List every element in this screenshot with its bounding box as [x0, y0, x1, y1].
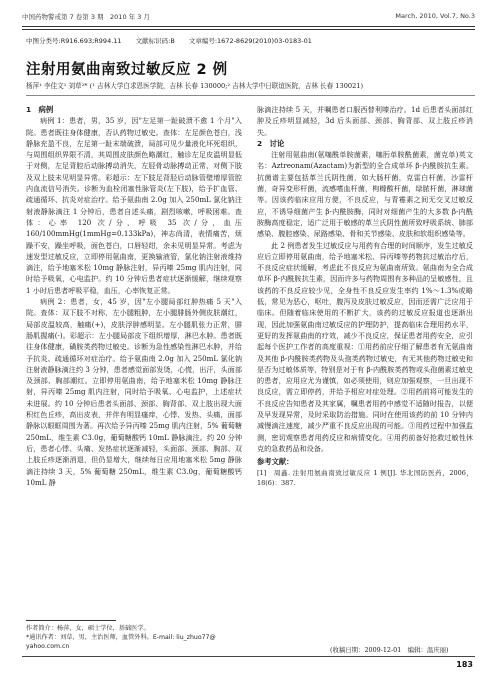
paragraph: 此 2 例患者发生过敏反应与用药有合理的时间顺序，发生过敏反应后立即停用氨曲南，给予地塞米松、异丙嗪等药物抗过敏治疗后，不良反应症状缓解，考虑此不良反应为氨曲南所致。氨曲南为全合成单环 β-内酰胺抗生素，因而许多与药物周围有多种品的呈敏感性，且该药的不良反应较少见，全身性不良反应发生率约 1%～1.3%或略低，常见为恶心，呕吐，腹泻及皮肤过敏反应，因而还需广泛应用于临床。但随着临床使用的不断扩大，该药的过敏反应报道也逐渐出现，因此加强氨曲南过敏反应的护理防护，提高临床合理用药水平，更好的发挥氨曲南的疗效，减少不良反应，保证患者用药安全，应引起每个医护工作者的高度重视：①用药前应仔细了解患者有无氨曲南及其他 β-内酰胺类药物及头孢类药物过敏史，有无其他药物过敏史和是否为过敏体质等，特别是对于有 β-内酰胺类药物或头孢菌素过敏史的患者，应用应尤为谨慎，如必须使用，则应加强观察，一旦出现不良反应，需立即停药，并给予相应对症处理。②用药前将可能发生的不良反应告知患者及其家属，嘱患者用药中感觉不适随时报告，以便及早发现异常，及时采取防治措施。同时在使用该药的前 10 分钟内减慢滴注速度，减少严重不良反应出现的可能。③用药过程中加强监测，密切观察患者用药反应和病情变化。④用药前备好抢救过敏性休克的急救药品和设备。 — [257, 240, 473, 453]
corresponding-email-domain: yahoo.com.cn — [26, 643, 70, 651]
received-date: (收稿日期：2009-12-01 编辑：温庆丽) — [330, 646, 449, 654]
section-heading: 参考文献： — [257, 457, 294, 467]
running-head-right: March, 2010, Vol.7, No.3 — [395, 12, 475, 20]
section-heading: 2 讨论 — [257, 138, 285, 148]
left-column — [26, 104, 242, 488]
header-rule — [22, 26, 475, 27]
header-rule-thin — [22, 29, 475, 30]
article-title: 注射用氨曲南致过敏反应 2 例 — [26, 62, 228, 78]
section-heading: 1 病例 — [26, 105, 54, 114]
article-number: 文章编号:1672-8629(2010)03-0183-01 — [188, 37, 312, 45]
paragraph: 病例 2：患者，女，45 岁，因"左小腿局部红肿热痛 5 天"入院。查体：双下肢不对称，左小腿粗肿，左小腿腓肠外侧皮肤潮红，局部皮温较高，触痛(+)，皮肤浮肿感明显。左小腿肌张力正常，腓肠肌握痛(-)。彩超示：左小腿局部皮下组织增厚，淋巴水肿。患者既往身体健康，磺胺类药物过敏史。诊断为急性感染性淋巴水肿，并给予抗炎、疏通循环对症治疗。给予氨曲南 2.0g 加入 250mL 氯化钠注射液静脉滴注约 3 分钟，患者感觉面部发烫，心慌，出汗，头面部及颈部、胸部潮红。立即停用氨曲南，给予地塞米松 10mg 静脉注射，异丙嗪 25mg 肌内注射，同时给予吸氧、心电监护，上述症状未进展。约 10 分钟后患者头面部、颈部、胸背部、双上肢出现大面积红色丘疹，高出皮表，并伴有明显瘙痒，心悸、发热、头痛，面部静脉以眼眶周围为著。再次给予异丙嗪 25mg 肌内注射，5% 葡萄糖 250mL，维生素 C3.0g，葡萄糖酸钙 10mL 静脉滴注。约 20 分钟后，患者心悸、头痛、发热症状逐渐减轻，头面部、颈部、胸部、双上肢丘疹逐渐消退，但仍显增大，继续每日应用地塞米松 5mg 静脉滴注持续 3 天，5% 葡萄糖 250mL，维生素 C3.0g，葡萄糖酸钙 10mL 静 — [26, 297, 242, 487]
running-head-left: 中国药物警戒第 7 卷第 3 期 2010 年 3 月 — [22, 13, 150, 21]
paragraph: 脉滴注持续 5 天，并嘱患者口服西替利嗪治疗。1d 后患者头面部红肿及丘疹明显减轻，3d 后头面部、颈部、胸背部、双上肢丘疹消失。 — [257, 105, 473, 137]
author-footnote — [26, 624, 242, 652]
reference-item: [1] 周鑫. 注射用氨曲南致过敏反应 1 例[J]. 华北国防医药，2006，18(6)：387. — [257, 468, 473, 487]
footnote-divider — [26, 620, 116, 621]
document-code: 文献标识码:B — [135, 37, 175, 45]
author-line: 杨萍¹ 李佳文¹ 刘草²* (¹ 吉林大学白求恩医学院，吉林 长春 130000;² 吉林大学中日联谊医院，吉林 长春 130021) — [26, 82, 364, 90]
author-bio: 作者简介：杨萍，女，硕士学位，基础医学。 — [26, 625, 150, 632]
article-metadata — [26, 36, 475, 47]
right-column — [257, 104, 473, 488]
paragraph: 病例 1：患者，男，35 岁，因"左足第一趾破溃不愈 1 个月"入院。患者既往身体健康，否认药物过敏史。查体：左足颜色苍白，浅静脉充盈不良，左足第一趾末端破溃，局部可见少量液化坏死组织，与周围组织界限不清，其周围皮肤颜色略潮红，触诊左足皮温明显低于对侧，左足背腔后动脉搏动消失，左胫骨动脉搏动正常，对侧下肢及双上肢未见明显异常。彩超示：左下肢足背胫后动脉管壁增厚管腔内血流信号消失。诊断为血栓闭塞性脉管炎(左下肢)，给予扩血管、疏通循环、抗炎对症治疗。给予氨曲南 2.0g 加入 250mL 氯化钠注射液静脉滴注 1 分钟后，患者自述头痛，剧烈咳嗽，呼吸困难。查体：心率 120 次/分，呼吸 35 次/分，血压 160/100mmHg(1mmHg=0.133kPa)，神志尚清，表情痛苦，烦躁不安，躁坐呼吸，面色苍白，口唇轻绀，余未见明显异常。考虑为速发型过敏反应，立即停用氨曲南，更换输液管，氯化钠注射液维持滴注，给予地塞米松 10mg 静脉注射，异丙嗪 25mg 肌内注射，同时给予吸氧，心电监护。约 10 分钟后患者症状逐渐缓解，继续观察 1 小时后患者呼吸平稳，血压，心率恢复正常。 — [26, 116, 242, 295]
corresponding-author: *通讯作者：刘草，男，主治医师，血管外科。E-mail: liu_zhuo77@ — [26, 634, 216, 642]
paragraph: 注射用氨曲南(氨噻酰单胺菌素，噻肟单胺酰菌素，菌克单)英文名：Aztreonam(Azactam)为新型的全合成单环 β-内酰胺抗生素。抗菌谱主要包括革兰氏阴性菌，如大肠杆菌，克雷白杆菌，沙雷杆菌，奇异变形杆菌，流感嗜血杆菌，枸橼酸杆菌，绿脓杆菌，淋球菌等。因该药临床应用方便，不良反应，与青霉素之间无交叉过敏反应，不诱导细菌产生 β-内酰胺酶，同时对细菌产生的大多数 β-内酰胺酶高度稳定，适广泛用于敏感的革兰氏阴性菌所致呼吸系统、肺部感染、腹腔感染、尿路感染、骨和关节感染、皮肤和软组织感染等。 — [257, 150, 473, 239]
footer-rule — [22, 656, 475, 657]
running-head — [22, 12, 475, 24]
clc-number: 中图分类号:R916.693;R994.11 — [26, 37, 122, 45]
author-divider — [26, 95, 475, 96]
page-number: 183 — [456, 660, 473, 669]
